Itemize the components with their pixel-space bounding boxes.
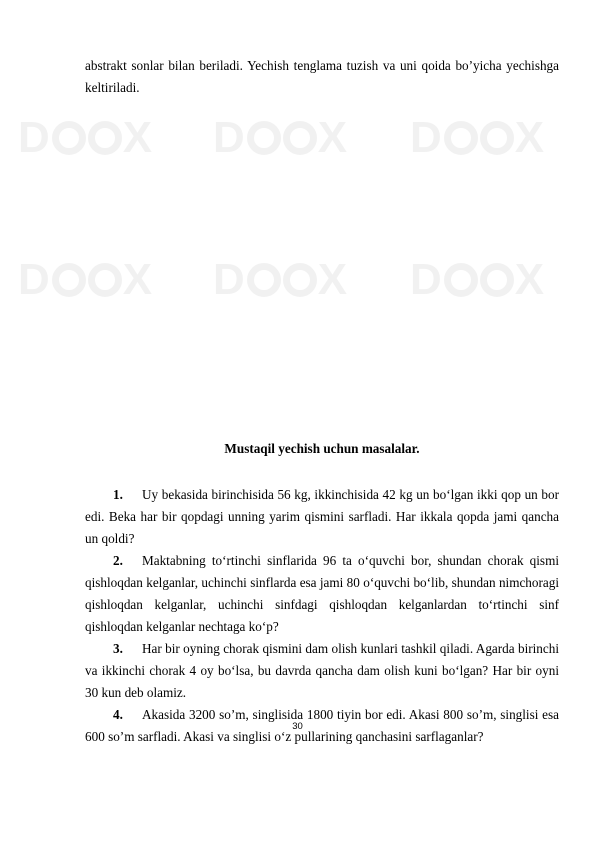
- section-title: Mustaqil yechish uchun masalalar.: [224, 441, 420, 456]
- problem-text: Maktabning to‘rtinchi sinflarida 96 ta o‘quvchi bor, shundan chorak qismi qishloqdan kelganlar, uchinchi sinflarda esa jami 80 o‘quvchi bo‘lib, shundan nimchoragi qishloqdan kelganlar, uchinchi sinfdagi qishloqdan kelganlardan to‘rtinchi sinf qishloqdan kelganlar nechtaga ko‘p?: [85, 553, 559, 634]
- problem-text: Har bir oyning chorak qismini dam olish kunlari tashkil qiladi. Agarda birinchi va ikkinchi chorak 4 oy bo‘lsa, bu davrda qancha dam olish kuni bo‘lgan? Har bir oyni 30 kun deb olamiz.: [85, 641, 559, 700]
- problem-number: 4.: [113, 707, 123, 722]
- watermark: D X: [18, 113, 154, 162]
- problem-item: [85, 484, 559, 550]
- problem-item: [85, 638, 559, 704]
- intro-paragraph: abstrakt sonlar bilan beriladi. Yechish tenglama tuzish va uni qoida bo’yicha yechishga keltiriladi.: [85, 58, 559, 95]
- problem-list: [85, 484, 559, 748]
- problem-number: 1.: [113, 487, 123, 502]
- problem-number: 2.: [113, 553, 123, 568]
- watermark: D X: [410, 255, 546, 304]
- watermark: D X: [410, 113, 546, 162]
- watermark: D X: [213, 255, 349, 304]
- problem-text: Akasida 3200 so’m, singlisida 1800 tiyin bor edi. Akasi 800 so’m, singlisi esa 600 so’m sarfladi. Akasi va singlisi o‘z pullarining qanchasini sarflaganlar?: [85, 707, 559, 744]
- watermark: D X: [18, 255, 154, 304]
- watermark: D X: [213, 113, 349, 162]
- problem-item: [85, 550, 559, 638]
- page-number: 30: [292, 721, 303, 732]
- problem-number: 3.: [113, 641, 123, 656]
- problem-text: Uy bekasida birinchisida 56 kg, ikkinchisida 42 kg un bo‘lgan ikki qop un bor edi. Beka har bir qopdagi unning yarim qismini sarfladi. Har ikkala qopda jami qancha un qoldi?: [85, 487, 559, 546]
